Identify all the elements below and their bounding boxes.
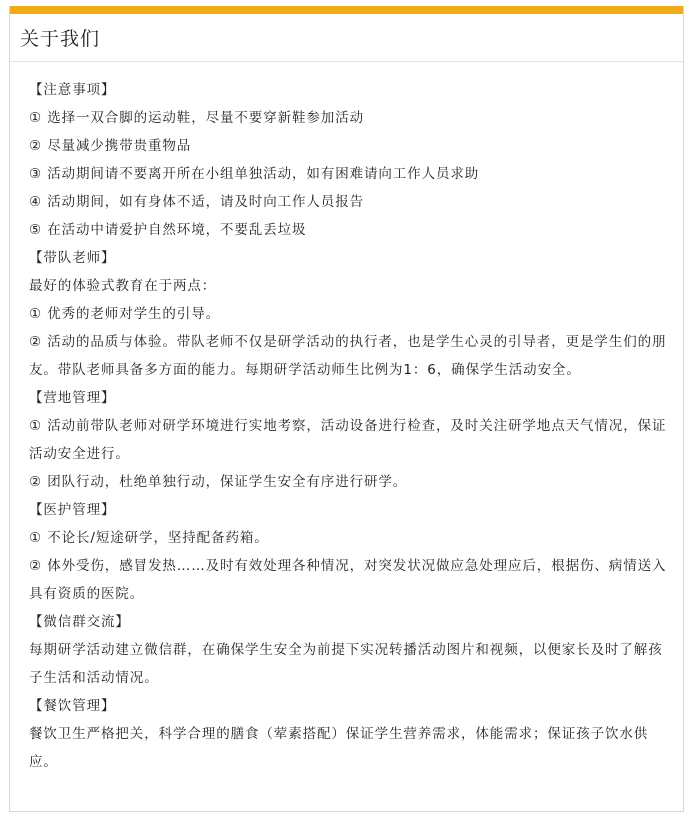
accent-top-bar <box>10 6 683 14</box>
section-title: 【医护管理】 <box>29 502 116 518</box>
section-line: ② 团队行动，杜绝单独行动，保证学生安全有序进行研学。 <box>29 474 408 490</box>
section-title: 【带队老师】 <box>29 250 116 266</box>
section-line: ① 选择一双合脚的运动鞋，尽量不要穿新鞋参加活动 <box>29 110 364 126</box>
section-line: 每期研学活动建立微信群，在确保学生安全为前提下实况转播活动图片和视频，以便家长及时了解孩子生活和活动情况。 <box>29 642 663 686</box>
section-title: 【注意事项】 <box>29 82 116 98</box>
section-line: ③ 活动期间请不要离开所在小组单独活动，如有困难请向工作人员求助 <box>29 166 480 182</box>
section-line: ② 尽量减少携带贵重物品 <box>29 138 192 154</box>
panel-header <box>10 14 683 62</box>
section-line: ② 体外受伤，感冒发热……及时有效处理各种情况，对突发状况做应急处理应后，根据伤、病情送入具有资质的医院。 <box>29 558 667 602</box>
section-line: ② 活动的品质与体验。带队老师不仅是研学活动的执行者，也是学生心灵的引导者，更是学生们的朋友。带队老师具备多方面的能力。每期研学活动师生比例为1：6，确保学生活动安全。 <box>29 334 667 378</box>
section-title: 【餐饮管理】 <box>29 698 116 714</box>
section-title: 【微信群交流】 <box>29 614 130 630</box>
about-us-panel <box>9 6 684 812</box>
page-title: 关于我们 <box>20 28 101 50</box>
panel-content <box>10 62 683 776</box>
section-line: ① 活动前带队老师对研学环境进行实地考察，活动设备进行检查，及时关注研学地点天气情况，保证活动安全进行。 <box>29 418 667 462</box>
section-title: 【营地管理】 <box>29 390 116 406</box>
section-line: ① 不论长/短途研学，坚持配备药箱。 <box>29 530 269 546</box>
section-line: 最好的体验式教育在于两点： <box>29 278 217 294</box>
section-line: ① 优秀的老师对学生的引导。 <box>29 306 220 322</box>
section-line: ④ 活动期间，如有身体不适，请及时向工作人员报告 <box>29 194 364 210</box>
section-line: ⑤ 在活动中请爱护自然环境，不要乱丢垃圾 <box>29 222 307 238</box>
section-line: 餐饮卫生严格把关，科学合理的膳食（荤素搭配）保证学生营养需求，体能需求；保证孩子饮水供应。 <box>29 726 649 770</box>
